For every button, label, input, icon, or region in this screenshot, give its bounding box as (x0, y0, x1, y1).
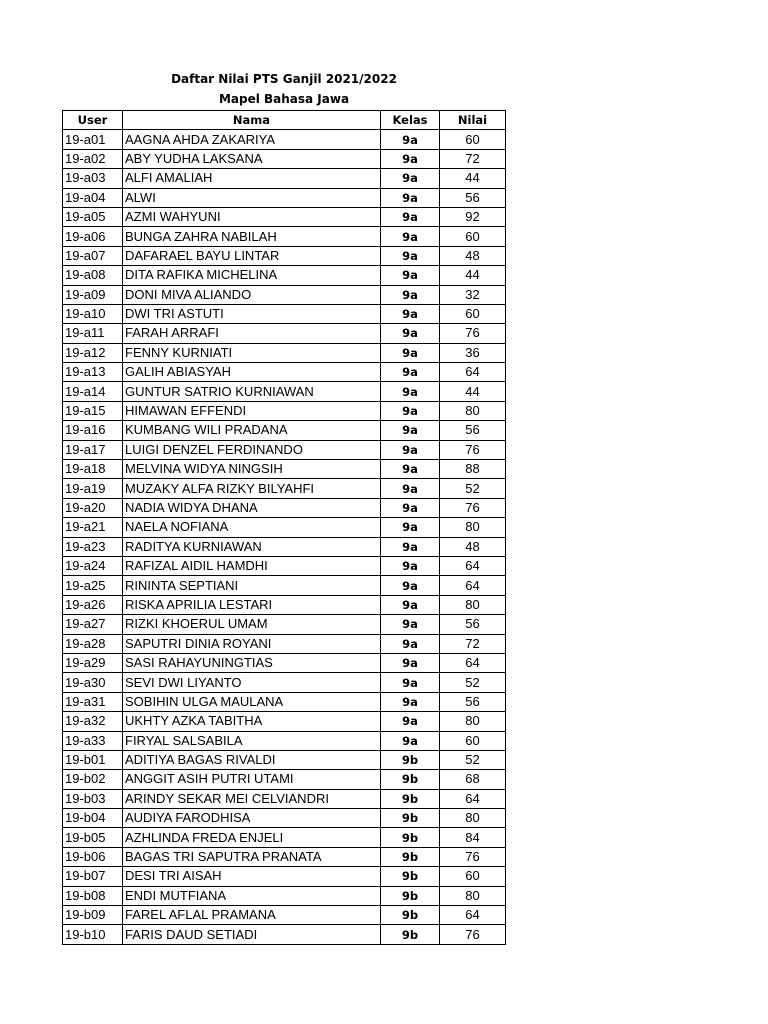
class-cell: 9a (381, 576, 440, 595)
table-row (63, 634, 506, 653)
name-cell: GALIH ABIASYAH (123, 363, 381, 382)
table-row (63, 401, 506, 420)
score-cell: 56 (440, 421, 506, 440)
name-cell: RININTA SEPTIANI (123, 576, 381, 595)
table-row (63, 770, 506, 789)
user-cell: 19-a04 (63, 188, 123, 207)
class-cell: 9a (381, 266, 440, 285)
score-cell: 64 (440, 363, 506, 382)
score-cell: 80 (440, 886, 506, 905)
score-cell: 60 (440, 304, 506, 323)
class-cell: 9a (381, 479, 440, 498)
class-cell: 9a (381, 634, 440, 653)
name-cell: FARIS DAUD SETIADI (123, 925, 381, 944)
table-row (63, 188, 506, 207)
name-cell: NAELA NOFIANA (123, 518, 381, 537)
name-cell: RADITYA KURNIAWAN (123, 537, 381, 556)
class-cell: 9a (381, 285, 440, 304)
score-cell: 80 (440, 595, 506, 614)
name-cell: AUDIYA FARODHISA (123, 809, 381, 828)
user-cell: 19-a02 (63, 149, 123, 168)
class-cell: 9a (381, 440, 440, 459)
user-cell: 19-a30 (63, 673, 123, 692)
score-cell: 36 (440, 343, 506, 362)
grades-table (62, 110, 506, 945)
table-row (63, 498, 506, 517)
user-cell: 19-a01 (63, 130, 123, 149)
user-cell: 19-b08 (63, 886, 123, 905)
table-row (63, 246, 506, 265)
score-cell: 64 (440, 906, 506, 925)
page-title: Daftar Nilai PTS Ganjil 2021/2022 (171, 72, 397, 86)
user-cell: 19-a03 (63, 169, 123, 188)
user-cell: 19-b05 (63, 828, 123, 847)
table-row (63, 906, 506, 925)
class-cell: 9a (381, 382, 440, 401)
table-row (63, 324, 506, 343)
class-cell: 9a (381, 246, 440, 265)
class-cell: 9a (381, 130, 440, 149)
class-cell: 9a (381, 227, 440, 246)
table-row (63, 460, 506, 479)
name-cell: FAREL AFLAL PRAMANA (123, 906, 381, 925)
class-cell: 9b (381, 906, 440, 925)
score-cell: 52 (440, 673, 506, 692)
score-cell: 80 (440, 518, 506, 537)
name-cell: AAGNA AHDA ZAKARIYA (123, 130, 381, 149)
class-cell: 9a (381, 518, 440, 537)
class-cell: 9a (381, 731, 440, 750)
user-cell: 19-a33 (63, 731, 123, 750)
user-cell: 19-a32 (63, 712, 123, 731)
user-cell: 19-a14 (63, 382, 123, 401)
class-cell: 9b (381, 770, 440, 789)
table-row (63, 867, 506, 886)
name-cell: BAGAS TRI SAPUTRA PRANATA (123, 847, 381, 866)
score-cell: 64 (440, 576, 506, 595)
score-cell: 52 (440, 479, 506, 498)
table-row (63, 576, 506, 595)
name-cell: RAFIZAL AIDIL HAMDHI (123, 556, 381, 575)
score-cell: 60 (440, 227, 506, 246)
score-cell: 80 (440, 809, 506, 828)
name-cell: DWI TRI ASTUTI (123, 304, 381, 323)
user-cell: 19-a05 (63, 207, 123, 226)
name-cell: MELVINA WIDYA NINGSIH (123, 460, 381, 479)
class-cell: 9b (381, 750, 440, 769)
name-cell: ALWI (123, 188, 381, 207)
table-row (63, 750, 506, 769)
user-cell: 19-b03 (63, 789, 123, 808)
score-cell: 88 (440, 460, 506, 479)
table-row (63, 847, 506, 866)
class-cell: 9a (381, 401, 440, 420)
score-cell: 84 (440, 828, 506, 847)
class-cell: 9b (381, 886, 440, 905)
class-cell: 9a (381, 653, 440, 672)
page-subtitle: Mapel Bahasa Jawa (218, 92, 350, 106)
name-cell: MUZAKY ALFA RIZKY BILYAHFI (123, 479, 381, 498)
user-cell: 19-a24 (63, 556, 123, 575)
class-cell: 9a (381, 673, 440, 692)
table-row (63, 285, 506, 304)
table-row (63, 828, 506, 847)
table-row (63, 207, 506, 226)
table-row (63, 615, 506, 634)
table-row (63, 595, 506, 614)
name-cell: DAFARAEL BAYU LINTAR (123, 246, 381, 265)
user-cell: 19-a28 (63, 634, 123, 653)
score-cell: 56 (440, 692, 506, 711)
user-cell: 19-a21 (63, 518, 123, 537)
table-row (63, 692, 506, 711)
score-cell: 56 (440, 615, 506, 634)
column-header-kelas: Kelas (381, 111, 440, 130)
name-cell: DONI MIVA ALIANDO (123, 285, 381, 304)
table-row (63, 479, 506, 498)
table-row (63, 440, 506, 459)
table-row (63, 537, 506, 556)
name-cell: ANGGIT ASIH PUTRI UTAMI (123, 770, 381, 789)
score-cell: 76 (440, 324, 506, 343)
score-cell: 92 (440, 207, 506, 226)
name-cell: BUNGA ZAHRA NABILAH (123, 227, 381, 246)
score-cell: 44 (440, 169, 506, 188)
score-cell: 68 (440, 770, 506, 789)
score-cell: 60 (440, 867, 506, 886)
score-cell: 64 (440, 789, 506, 808)
user-cell: 19-a13 (63, 363, 123, 382)
user-cell: 19-b09 (63, 906, 123, 925)
table-row (63, 363, 506, 382)
class-cell: 9a (381, 207, 440, 226)
score-cell: 64 (440, 556, 506, 575)
table-row (63, 227, 506, 246)
table-row (63, 518, 506, 537)
name-cell: DITA RAFIKA MICHELINA (123, 266, 381, 285)
class-cell: 9a (381, 324, 440, 343)
user-cell: 19-a19 (63, 479, 123, 498)
user-cell: 19-a12 (63, 343, 123, 362)
class-cell: 9a (381, 556, 440, 575)
score-cell: 60 (440, 130, 506, 149)
user-cell: 19-a09 (63, 285, 123, 304)
name-cell: HIMAWAN EFFENDI (123, 401, 381, 420)
name-cell: KUMBANG WILI PRADANA (123, 421, 381, 440)
name-cell: RISKA APRILIA LESTARI (123, 595, 381, 614)
class-cell: 9a (381, 460, 440, 479)
table-row (63, 149, 506, 168)
table-row (63, 712, 506, 731)
class-cell: 9b (381, 925, 440, 944)
name-cell: FARAH ARRAFI (123, 324, 381, 343)
user-cell: 19-b02 (63, 770, 123, 789)
class-cell: 9a (381, 692, 440, 711)
user-cell: 19-b01 (63, 750, 123, 769)
score-cell: 76 (440, 925, 506, 944)
user-cell: 19-a08 (63, 266, 123, 285)
score-cell: 48 (440, 246, 506, 265)
table-row (63, 266, 506, 285)
class-cell: 9b (381, 828, 440, 847)
user-cell: 19-b10 (63, 925, 123, 944)
name-cell: ABY YUDHA LAKSANA (123, 149, 381, 168)
name-cell: ARINDY SEKAR MEI CELVIANDRI (123, 789, 381, 808)
name-cell: ENDI MUTFIANA (123, 886, 381, 905)
name-cell: SASI RAHAYUNINGTIAS (123, 653, 381, 672)
user-cell: 19-b06 (63, 847, 123, 866)
name-cell: FENNY KURNIATI (123, 343, 381, 362)
user-cell: 19-a25 (63, 576, 123, 595)
class-cell: 9a (381, 421, 440, 440)
score-cell: 72 (440, 149, 506, 168)
name-cell: ADITIYA BAGAS RIVALDI (123, 750, 381, 769)
table-row (63, 343, 506, 362)
table-row (63, 673, 506, 692)
score-cell: 76 (440, 498, 506, 517)
user-cell: 19-a29 (63, 653, 123, 672)
user-cell: 19-a07 (63, 246, 123, 265)
score-cell: 48 (440, 537, 506, 556)
user-cell: 19-b07 (63, 867, 123, 886)
name-cell: ALFI AMALIAH (123, 169, 381, 188)
score-cell: 52 (440, 750, 506, 769)
user-cell: 19-a31 (63, 692, 123, 711)
name-cell: SOBIHIN ULGA MAULANA (123, 692, 381, 711)
name-cell: RIZKI KHOERUL UMAM (123, 615, 381, 634)
user-cell: 19-a23 (63, 537, 123, 556)
name-cell: FIRYAL SALSABILA (123, 731, 381, 750)
column-header-nama: Nama (123, 111, 381, 130)
table-row (63, 809, 506, 828)
name-cell: SEVI DWI LIYANTO (123, 673, 381, 692)
table-row (63, 731, 506, 750)
user-cell: 19-a27 (63, 615, 123, 634)
user-cell: 19-a18 (63, 460, 123, 479)
table-row (63, 382, 506, 401)
user-cell: 19-a11 (63, 324, 123, 343)
score-cell: 80 (440, 712, 506, 731)
table-row (63, 304, 506, 323)
class-cell: 9a (381, 149, 440, 168)
name-cell: LUIGI DENZEL FERDINANDO (123, 440, 381, 459)
table-row (63, 130, 506, 149)
table-row (63, 421, 506, 440)
class-cell: 9a (381, 712, 440, 731)
score-cell: 64 (440, 653, 506, 672)
score-cell: 80 (440, 401, 506, 420)
user-cell: 19-a17 (63, 440, 123, 459)
user-cell: 19-a15 (63, 401, 123, 420)
score-cell: 44 (440, 382, 506, 401)
score-cell: 56 (440, 188, 506, 207)
column-header-user: User (63, 111, 123, 130)
class-cell: 9a (381, 498, 440, 517)
table-row (63, 789, 506, 808)
score-cell: 76 (440, 847, 506, 866)
class-cell: 9a (381, 169, 440, 188)
table-header-row (63, 111, 506, 130)
name-cell: AZHLINDA FREDA ENJELI (123, 828, 381, 847)
class-cell: 9a (381, 615, 440, 634)
table-row (63, 169, 506, 188)
class-cell: 9a (381, 343, 440, 362)
class-cell: 9a (381, 595, 440, 614)
class-cell: 9a (381, 304, 440, 323)
user-cell: 19-a06 (63, 227, 123, 246)
score-cell: 32 (440, 285, 506, 304)
name-cell: SAPUTRI DINIA ROYANI (123, 634, 381, 653)
score-cell: 76 (440, 440, 506, 459)
table-row (63, 556, 506, 575)
name-cell: GUNTUR SATRIO KURNIAWAN (123, 382, 381, 401)
user-cell: 19-b04 (63, 809, 123, 828)
name-cell: DESI TRI AISAH (123, 867, 381, 886)
class-cell: 9a (381, 537, 440, 556)
table-row (63, 653, 506, 672)
name-cell: NADIA WIDYA DHANA (123, 498, 381, 517)
class-cell: 9a (381, 188, 440, 207)
class-cell: 9b (381, 847, 440, 866)
user-cell: 19-a20 (63, 498, 123, 517)
score-cell: 60 (440, 731, 506, 750)
name-cell: UKHTY AZKA TABITHA (123, 712, 381, 731)
user-cell: 19-a10 (63, 304, 123, 323)
class-cell: 9b (381, 789, 440, 808)
user-cell: 19-a16 (63, 421, 123, 440)
class-cell: 9a (381, 363, 440, 382)
class-cell: 9b (381, 867, 440, 886)
class-cell: 9b (381, 809, 440, 828)
column-header-nilai: Nilai (440, 111, 506, 130)
table-row (63, 886, 506, 905)
table-row (63, 925, 506, 944)
score-cell: 44 (440, 266, 506, 285)
name-cell: AZMI WAHYUNI (123, 207, 381, 226)
score-cell: 72 (440, 634, 506, 653)
user-cell: 19-a26 (63, 595, 123, 614)
